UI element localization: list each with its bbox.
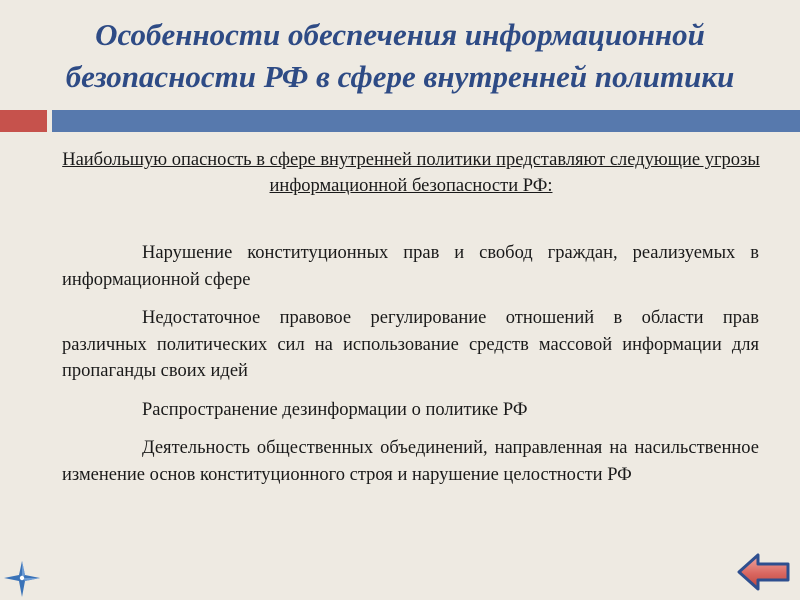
list-item: [62, 397, 759, 424]
list-item: [62, 240, 759, 293]
compass-star-icon: [0, 557, 44, 600]
list-item-text: Недостаточное правовое регулирование отношений в области прав различных политических сил на использование средств массовой информации для пропаганды своих идей: [62, 308, 759, 381]
title-divider-red: [0, 110, 47, 132]
back-button[interactable]: [736, 551, 792, 593]
list-item: [62, 305, 759, 385]
back-arrow-icon: [739, 555, 788, 589]
title-divider-blue: [52, 110, 800, 132]
list-item-text: Деятельность общественных объединений, направленная на насильственное изменение основ конституционного строя и нарушение целостности РФ: [62, 438, 759, 485]
list-item: [62, 435, 759, 488]
intro-text: Наибольшую опасность в сфере внутренней политики представляют следующие угрозы информационной безопасности РФ:: [62, 150, 760, 196]
slide-title: Особенности обеспечения информационной безопасности РФ в сфере внутренней политики: [65, 17, 735, 94]
list-item-text: Распространение дезинформации о политике РФ: [142, 399, 528, 420]
list-item-text: Нарушение конституционных прав и свобод граждан, реализуемых в информационной сфере: [62, 243, 759, 290]
threat-list: [62, 240, 759, 500]
